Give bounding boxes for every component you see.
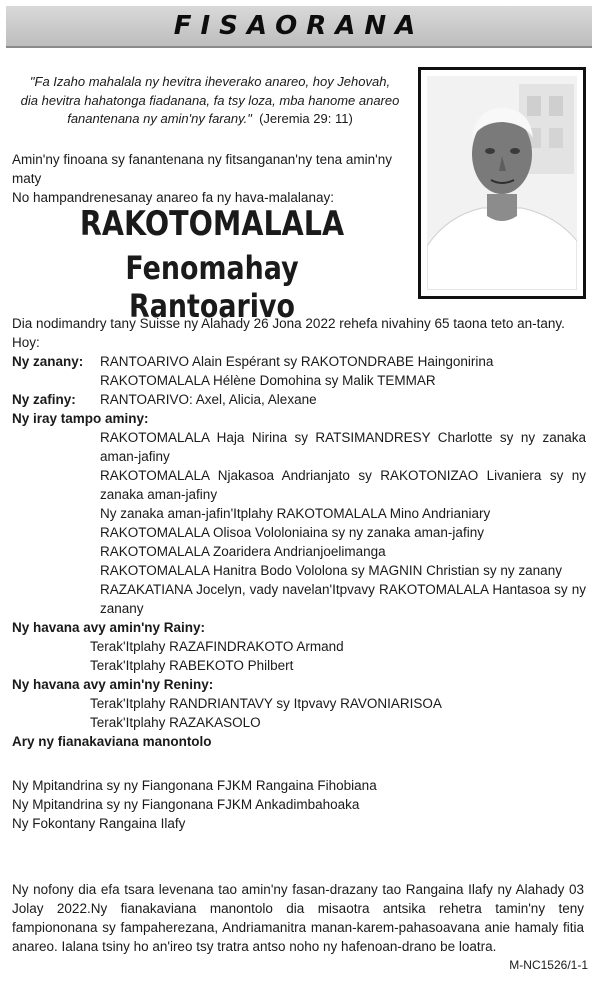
grandchildren-label: Ny zafiny:: [12, 392, 76, 407]
deceased-surname: RAKOTOMALALA: [79, 204, 345, 244]
whole-family-label: Ary ny fianakaviana manontolo: [12, 734, 212, 749]
paternal-relative-entry: Terak'Itplahy RAZAFINDRAKOTO Armand: [90, 639, 344, 654]
paternal-relative-entry: Terak'Itplahy RABEKOTO Philbert: [90, 658, 294, 673]
announcement-line: Dia nodimandry tany Suisse ny Alahady 26 Jona 2022 rehefa nivahiny 65 taona teto an-tany.: [12, 316, 565, 331]
intro-line: Amin'ny finoana sy fanantenana ny fitsanganan'ny tena amin'ny maty: [12, 152, 392, 186]
portrait-image: [427, 76, 577, 290]
page-title: FISAORANA: [173, 11, 425, 41]
institution-entry: Ny Mpitandrina sy ny Fiangonana FJKM Rangaina Fihobiana: [12, 778, 377, 793]
maternal-relatives-label: Ny havana avy amin'ny Reniny:: [12, 677, 214, 692]
sibling-entry: RAKOTOMALALA Zoaridera Andrianjoelimanga: [100, 544, 386, 559]
intro-text: [12, 150, 412, 207]
institution-entry: Ny Mpitandrina sy ny Fiangonana FJKM Ankadimbahoaka: [12, 797, 360, 812]
announcement-hoy: Hoy:: [12, 335, 40, 350]
portrait-photo: [418, 67, 586, 299]
quote-line: dia hevitra hahatonga fiadanana, fa tsy loza, mba hanome anareo: [20, 92, 400, 108]
institution-entry: Ny Fokontany Rangaina Ilafy: [12, 816, 186, 831]
children-entry: RAKOTOMALALA Hélène Domohina sy Malik TEMMAR: [100, 373, 436, 388]
children-row: [12, 352, 586, 371]
quote-line: "Fa Izaho mahalala ny hevitra iheverako anareo, hoy Jehovah,: [29, 74, 391, 89]
children-entry: RANTOARIVO Alain Espérant sy RAKOTONDRABE Haingonirina: [100, 354, 494, 369]
quote-line-last: [14, 110, 406, 129]
obituary-body: [12, 314, 586, 833]
quote-line: fanantenana ny amin'ny farany.": [67, 111, 252, 126]
header-banner: [6, 6, 592, 48]
closing-paragraph: Ny nofony dia efa tsara levenana tao amin'ny fasan-drazany tao Rangaina Ilafy ny Alahady 03 Jolay 2022.Ny fianakaviana manontolo dia misaotra antsika rehetra tamin'ny teny fampiononana sy fampaherezana, Andriamanitra manan-karem-pahasoavana anie hamaly fitia anareo. Ialana tsiny ho an'ireo tsy tratra antso noho ny hafenoan-drano be loatra.: [12, 882, 584, 954]
deceased-given-names: Fenomahay Rantoarivo: [125, 249, 299, 325]
paternal-relatives-label: Ny havana avy amin'ny Rainy:: [12, 620, 206, 635]
maternal-relative-entry: Terak'Itplahy RAZAKASOLO: [90, 715, 261, 730]
siblings-label: Ny iray tampo aminy:: [12, 411, 149, 426]
children-label: Ny zanany:: [12, 354, 84, 369]
maternal-relative-entry: Terak'Itplahy RANDRIANTAVY sy Itpvavy RAVONIARISOA: [90, 696, 442, 711]
reference-code: M-NC1526/1-1: [509, 958, 588, 972]
sibling-entry: RAKOTOMALALA Haja Nirina sy RATSIMANDRESY Charlotte sy ny zanaka aman-jafiny: [100, 430, 586, 464]
grandchildren-entry: RANTOARIVO: Axel, Alicia, Alexane: [100, 392, 317, 407]
sibling-entry: Ny zanaka aman-jafin'Itplahy RAKOTOMALALA Mino Andrianiary: [100, 506, 491, 521]
sibling-entry: RAZAKATIANA Jocelyn, vady navelan'Itpvavy RAKOTOMALALA Hantasoa sy ny zanany: [100, 582, 586, 616]
bible-quote: [14, 73, 406, 129]
quote-reference: (Jeremia 29: 11): [259, 111, 353, 126]
sibling-entry: RAKOTOMALALA Olisoa Vololoniaina sy ny zanaka aman-jafiny: [100, 525, 484, 540]
grandchildren-row: [12, 390, 586, 409]
intro-line: No hampandrenesanay anareo fa ny hava-malalanay:: [12, 190, 334, 205]
sibling-entry: RAKOTOMALALA Njakasoa Andrianjato sy RAKOTONIZAO Livaniera sy ny zanaka aman-jafiny: [100, 468, 586, 502]
sibling-entry: RAKOTOMALALA Hanitra Bodo Vololona sy MAGNIN Christian sy ny zanany: [100, 563, 562, 578]
siblings-list: [12, 428, 586, 618]
